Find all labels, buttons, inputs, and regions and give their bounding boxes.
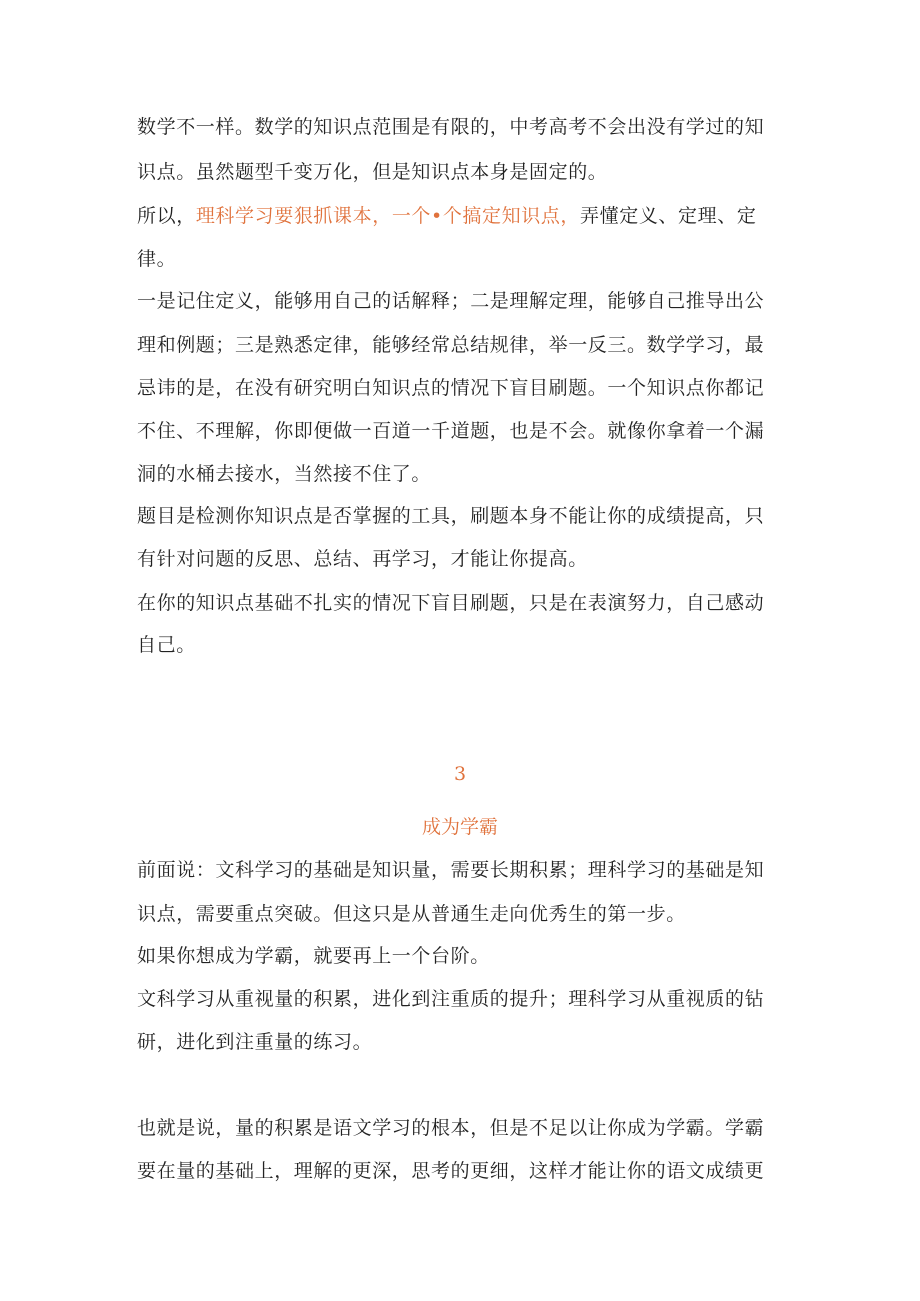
paragraph-line: 有针对问题的反思、总结、再学习，才能让你提高。 [137, 548, 588, 570]
section-number: 3 [453, 763, 467, 785]
paragraph-line: 文科学习从重视量的积累，进化到注重质的提升；理科学习从重视质的钻 [137, 988, 765, 1010]
paragraph-line: 忌讳的是，在没有研究明白知识点的情况下盲目刷题。一个知识点你都记 [137, 377, 765, 399]
section-title: 成为学霸 [421, 816, 498, 838]
paragraph-line: 要在量的基础上，理解的更深，思考的更细，这样才能让你的语文成绩更 [137, 1160, 765, 1182]
highlighted-text: 理科学习要狠抓课本，一个•个搞定知识点， [195, 205, 581, 227]
paragraph-line: 数学不一样。数学的知识点范围是有限的，中考高考不会出没有学过的知 [137, 116, 765, 138]
paragraph-line: 如果你想成为学霸，就要再上一个台阶。 [137, 945, 490, 967]
highlight-paragraph-line [137, 202, 787, 230]
paragraph-line: 前面说：文科学习的基础是知识量，需要长期积累；理科学习的基础是知 [137, 859, 765, 881]
paragraph-line: 题目是检测你知识点是否掌握的工具，刷题本身不能让你的成绩提高，只 [137, 505, 765, 527]
paragraph-line: 自己。 [137, 634, 196, 656]
line-prefix: 所以， [137, 205, 196, 227]
paragraph-line: 一是记住定义，能够用自己的话解释；二是理解定理，能够自己推导出公 [137, 290, 765, 312]
paragraph-line: 也就是说，量的积累是语文学习的根本，但是不足以让你成为学霸。学霸 [137, 1117, 765, 1139]
paragraph-line: 在你的知识点基础不扎实的情况下盲目刷题，只是在表演努力，自己感动 [137, 592, 765, 614]
paragraph-line: 研，进化到注重量的练习。 [137, 1031, 373, 1053]
paragraph-line: 识点，需要重点突破。但这只是从普通生走向优秀生的第一步。 [137, 903, 686, 925]
paragraph-line: 理和例题；三是熟悉定律，能够经常总结规律，举一反三。数学学习，最 [137, 334, 765, 356]
paragraph-line: 不住、不理解，你即便做一百道一千道题，也是不会。就像你拿着一个漏 [137, 420, 765, 442]
paragraph-line: 律。 [137, 248, 177, 270]
line-suffix: 弄懂定义、定理、定 [580, 205, 757, 227]
paragraph-line: 识点。虽然题型千变万化，但是知识点本身是固定的。 [137, 161, 608, 183]
paragraph-line: 洞的水桶去接水，当然接不住了。 [137, 463, 432, 485]
